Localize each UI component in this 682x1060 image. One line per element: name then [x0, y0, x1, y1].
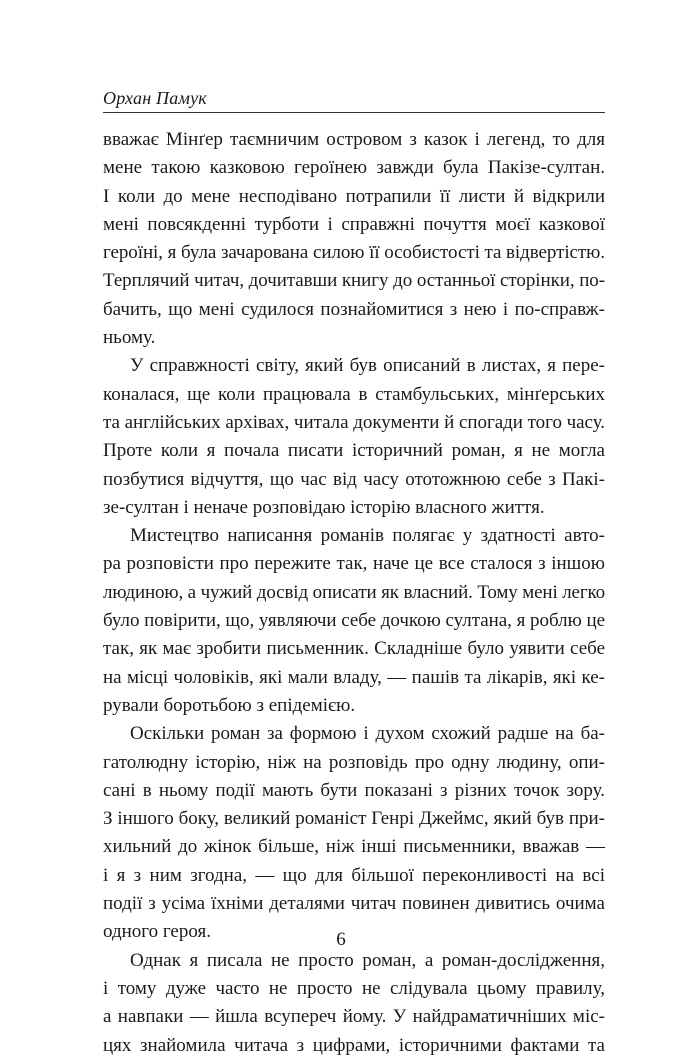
text-line: З іншого боку, великий романіст Генрі Джеймс, який був при-	[103, 808, 605, 830]
text-line: Мистецтво написання романів полягає у здатності авто-	[130, 525, 605, 547]
header-rule	[103, 112, 605, 113]
text-line: було повірити, що, уявляючи себе дочкою султана, я роблю це	[103, 610, 605, 632]
text-line: У справжності світу, який був описаний в листах, я пере-	[130, 355, 605, 377]
text-line: Оскільки роман за формою і духом схожий радше на ба-	[130, 723, 605, 745]
running-head: Орхан Памук	[103, 88, 207, 108]
text-line: героїні, я була зачарована силою її особистості та відвертістю.	[103, 242, 605, 264]
text-line: бачить, що мені судилося познайомитися з нею і по-справж-	[103, 298, 605, 320]
text-line: мене такою казковою героїнею завжди була Пакізе-султан.	[103, 157, 605, 179]
text-line: і тому дуже часто не просто не слідувала цьому правилу,	[103, 977, 605, 999]
text-line: сані в ньому події мають бути показані з різних точок зору.	[103, 779, 605, 801]
text-line: на місці чоловіків, які мали владу, — пашів та лікарів, які ке-	[103, 666, 605, 688]
text-line: події з усіма їхніми деталями читач повинен дивитись очима	[103, 893, 605, 915]
text-line: І коли до мене несподівано потрапили її листи й відкрили	[103, 185, 605, 207]
text-line: ньому.	[103, 327, 156, 349]
text-line: гатолюдну історію, ніж на розповідь про одну людину, опи-	[103, 751, 605, 773]
text-line: та англійських архівах, читала документи й спогади того часу.	[103, 411, 605, 433]
text-line: ра розповісти про пережите так, наче це все сталося з іншою	[103, 553, 605, 575]
text-line: хильний до жінок більше, ніж інші письменники, вважав —	[103, 836, 605, 858]
text-line: вважає Мінґер таємничим островом з казок і легенд, то для	[103, 129, 605, 150]
page-number: 6	[336, 929, 346, 950]
text-line: а навпаки — йшла всупереч йому. У найдраматичніших міс-	[103, 1006, 605, 1028]
text-line: коналася, ще коли працювала в стамбульських, мінґерських	[103, 383, 605, 405]
text-line: мені повсякденні турботи і справжні почуття моєї казкової	[103, 213, 605, 235]
text-line: Однак я писала не просто роман, а роман-дослідження,	[130, 949, 605, 971]
text-line: позбутися відчуття, що час від часу ототожнюю себе з Пакі-	[103, 468, 605, 490]
text-line: Проте коли я почала писати історичний роман, я не могла	[103, 440, 605, 462]
text-line: зе-султан і неначе розповідаю історію власного життя.	[103, 496, 545, 518]
text-line: рували боротьбою з епідемією.	[103, 694, 356, 716]
text-line: людиною, а чужий досвід описати як власний. Тому мені легко	[103, 581, 605, 603]
text-line: Терплячий читач, дочитавши книгу до останньої сторінки, по-	[103, 270, 605, 292]
text-line: так, як має зробити письменник. Складніше було уявити себе	[103, 638, 605, 660]
text-line: і я з ним згодна, — що для більшої переконливості на всі	[103, 864, 605, 886]
text-line: одного героя.	[103, 921, 211, 943]
body-text	[103, 126, 605, 1060]
text-line: цях знайомила читача з цифрами, історичними фактами та	[103, 1034, 605, 1056]
